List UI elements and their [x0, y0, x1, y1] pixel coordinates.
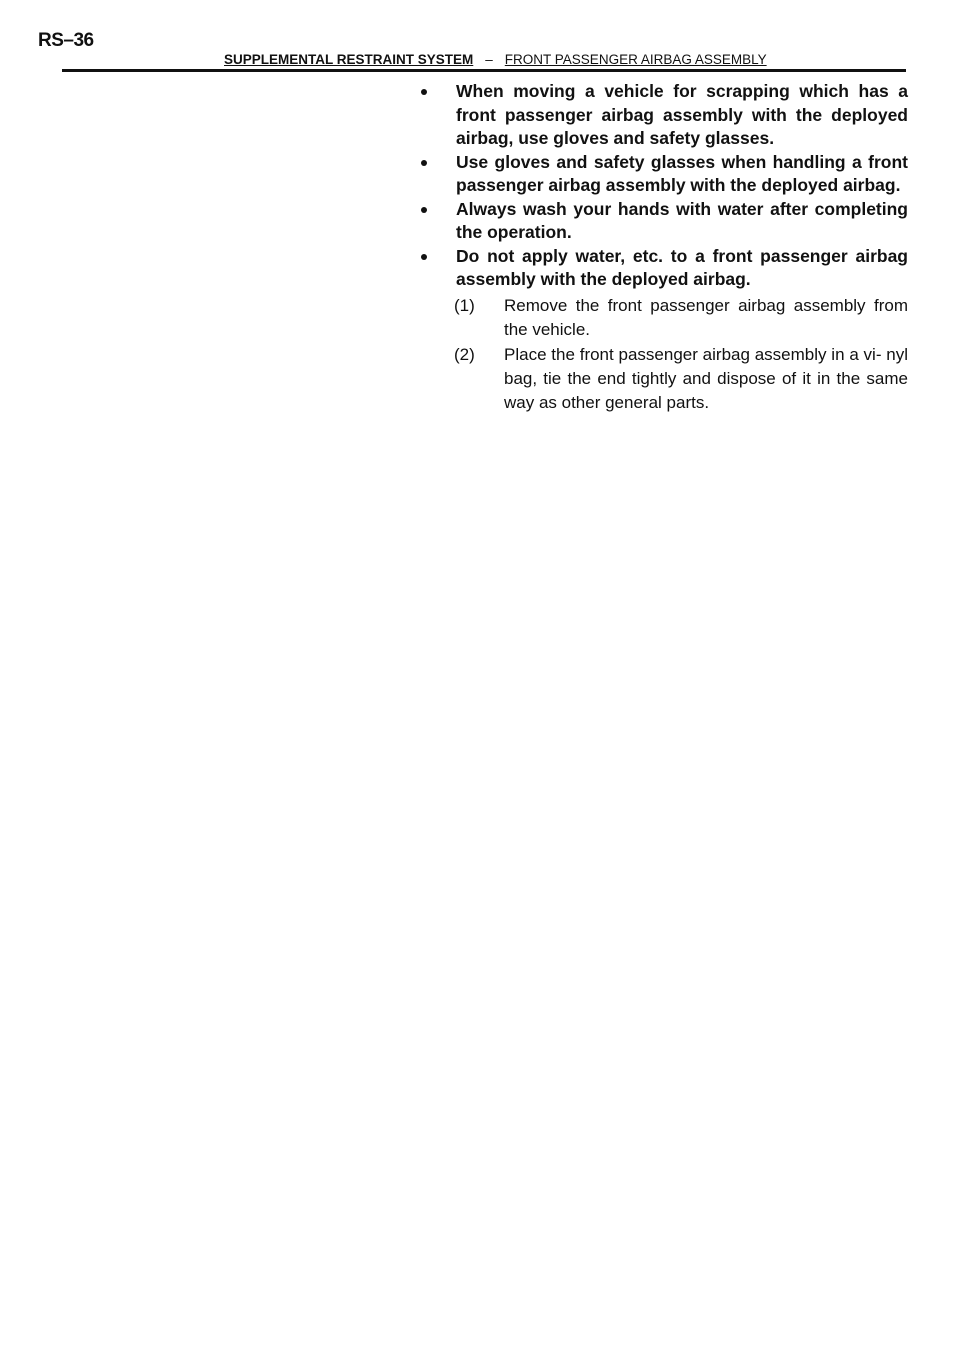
- page-number: RS–36: [38, 30, 94, 51]
- bullet-dot-icon: [421, 254, 427, 260]
- header-titles: [224, 52, 767, 67]
- caution-bullet: [418, 151, 908, 198]
- page-header: [62, 50, 906, 72]
- caution-bullet: [418, 198, 908, 245]
- procedure-steps: [418, 294, 908, 415]
- header-rule: [62, 69, 906, 72]
- step-text: Place the front passenger airbag assembly in a vi- nyl bag, tie the end tightly and dispose of it in the same way as other general parts.: [504, 344, 908, 412]
- procedure-step: [454, 343, 908, 415]
- caution-bullet: [418, 245, 908, 292]
- bullet-dot-icon: [421, 160, 427, 166]
- caution-bullet-text: Always wash your hands with water after completing the operation.: [456, 198, 908, 242]
- caution-bullet: [418, 80, 908, 151]
- header-separator: –: [485, 52, 493, 67]
- main-content: [418, 80, 908, 416]
- section-title: SUPPLEMENTAL RESTRAINT SYSTEM: [224, 52, 474, 67]
- subject-title: FRONT PASSENGER AIRBAG ASSEMBLY: [504, 52, 767, 67]
- caution-bullet-text: Do not apply water, etc. to a front passenger airbag assembly with the deployed airbag.: [456, 245, 908, 289]
- caution-bullet-text: Use gloves and safety glasses when handling a front passenger airbag assembly with the deployed airbag.: [456, 151, 908, 195]
- bullet-dot-icon: [421, 89, 427, 95]
- procedure-step: [454, 294, 908, 342]
- step-number: (1): [454, 295, 475, 315]
- step-number: (2): [454, 344, 475, 364]
- bullet-dot-icon: [421, 207, 427, 213]
- caution-bullet-text: When moving a vehicle for scrapping which has a front passenger airbag assembly with the deployed airbag, use gloves and safety glasses.: [456, 81, 908, 148]
- step-text: Remove the front passenger airbag assembly from the vehicle.: [504, 295, 908, 339]
